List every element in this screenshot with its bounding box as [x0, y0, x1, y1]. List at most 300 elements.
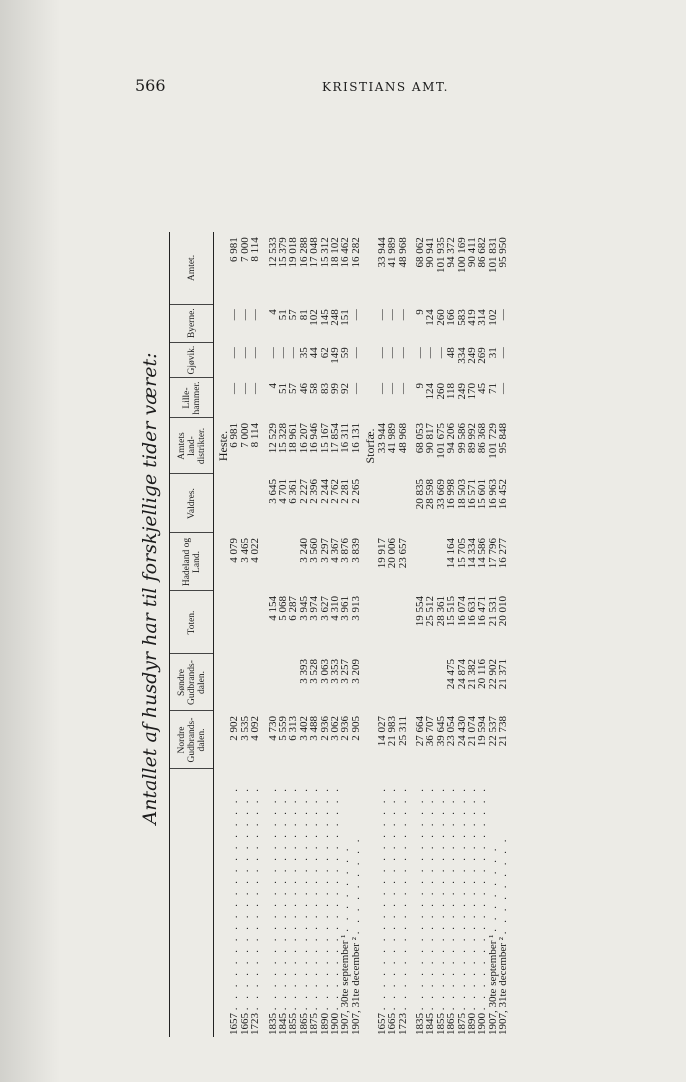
table-cell: 2 936	[339, 716, 352, 741]
table-cell: 24 475	[445, 659, 458, 690]
leader-dots: . . . . . . . . . . . . . . . . . . . .	[297, 786, 310, 1011]
table-cell: 5 559	[277, 716, 290, 741]
table-cell: 6 313	[287, 716, 300, 741]
table-cell: 249	[465, 347, 478, 364]
table-cell: 83	[318, 383, 331, 394]
table-cell: —	[349, 347, 362, 359]
table-cell: 101 831	[486, 237, 499, 273]
table-cell: 3 560	[308, 538, 321, 563]
table-cell: 71	[486, 383, 499, 394]
table-cell: 68 053	[413, 423, 426, 454]
leader-dots: . . . . . . . .	[339, 845, 352, 932]
row-year: 1723	[249, 1013, 262, 1035]
table-cell: 95 848	[497, 423, 510, 454]
table-cell: 314	[476, 309, 489, 326]
table-cell: 57	[287, 383, 300, 394]
table-cell: 46	[297, 383, 310, 394]
running-head: KRISTIANS AMT.	[322, 80, 449, 94]
table-cell: 3 488	[308, 716, 321, 741]
table-cell: 17 796	[486, 538, 499, 569]
table-cell: 124	[424, 383, 437, 400]
table-cell: 20 010	[497, 596, 510, 627]
table-cell: 48 968	[396, 237, 409, 268]
table-cell: 22 537	[486, 716, 499, 747]
leader-dots: . . . . . . . . . . . . . . . . . . . .	[476, 786, 489, 1011]
table-cell: —	[396, 309, 409, 321]
leader-dots: . . . . . . . .	[486, 845, 499, 932]
leader-dots: . . . . . . . . . . . . . . . . . . . .	[287, 786, 300, 1011]
table-cell	[240, 474, 250, 533]
table-cell	[398, 591, 408, 654]
table-cell: 3 645	[266, 479, 279, 504]
table-cell: 81	[297, 309, 310, 321]
table-cell: 4	[266, 383, 279, 389]
table-cell: —	[375, 347, 388, 359]
table-cell: 4 730	[266, 716, 279, 741]
row-year: 1907, 31te december ²	[349, 937, 362, 1035]
leader-dots: . . . . . . . . . . . . . . . . . . . .	[375, 786, 388, 1011]
table-cell: 21 983	[386, 716, 399, 747]
table-cell: —	[238, 347, 251, 359]
leader-dots: . . . . . . . . . . . . . . . . . . . .	[277, 786, 290, 1011]
table-cell: 102	[486, 309, 499, 326]
table-cell: 2 936	[318, 716, 331, 741]
table-cell: 16 631	[465, 596, 478, 627]
leader-dots: . . . . . . . . . . . . . . . . . . . .	[455, 786, 468, 1011]
table-cell: 16 311	[339, 423, 352, 453]
row-year: 1845	[424, 1013, 437, 1035]
row-year: 1665	[238, 1013, 251, 1035]
row-year: 1907, 30te september ¹	[339, 934, 352, 1035]
leader-dots: . . . . . . . . . . . . . . . . . . . .	[445, 786, 458, 1011]
row-year: 1855	[434, 1013, 447, 1035]
table-cell: 4 154	[266, 596, 279, 621]
table-cell: 31	[486, 347, 499, 359]
column-header: Byerne.	[170, 304, 214, 342]
table-cell: 22 902	[486, 659, 499, 690]
table-cell: 16 074	[455, 596, 468, 627]
table-cell	[377, 474, 387, 533]
section-title: Heste.	[216, 430, 230, 462]
table-cell: 2 905	[349, 716, 362, 741]
table-cell: 7 000	[238, 237, 251, 262]
table-cell: 166	[445, 309, 458, 326]
table-cell: 24 874	[455, 659, 468, 690]
section-title: Storfæ.	[363, 428, 378, 464]
table-cell: 16 288	[297, 237, 310, 268]
table-cell	[268, 654, 278, 711]
table-cell: 16 471	[476, 596, 489, 627]
table-cell: 94 206	[445, 423, 458, 454]
table-cell: 118	[445, 383, 458, 400]
table-cell: —	[349, 309, 362, 321]
table-cell: 16 998	[445, 479, 458, 510]
table-cell	[398, 474, 408, 533]
table-row	[250, 232, 260, 1037]
table-cell: 16 946	[308, 423, 321, 454]
table-cell: 15 515	[445, 596, 458, 627]
table-cell: 260	[434, 383, 447, 400]
table-cell: 145	[318, 309, 331, 326]
table-cell: 44	[308, 347, 321, 359]
table-cell: 23 657	[396, 538, 409, 569]
page-edge-shadow	[0, 0, 60, 1082]
row-year: 1875	[455, 1013, 468, 1035]
table-cell: 21 371	[497, 659, 510, 690]
table-cell: 62	[318, 347, 331, 359]
table-cell: 6 287	[287, 596, 300, 621]
table-cell: 89 992	[465, 423, 478, 454]
table-cell: 3 353	[329, 659, 342, 684]
table-cell: 4 367	[329, 538, 342, 563]
table-cell	[229, 654, 239, 711]
table-cell	[229, 474, 239, 533]
table-cell: —	[249, 347, 262, 359]
row-label	[398, 769, 408, 1037]
table-row	[398, 232, 408, 1037]
table-cell: 248	[329, 309, 342, 326]
table-cell: 3 839	[349, 538, 362, 563]
table-cell: —	[497, 347, 510, 359]
table-cell: —	[386, 383, 399, 394]
table-cell: —	[249, 309, 262, 321]
row-year: 1723	[396, 1013, 409, 1035]
leader-dots: . . . . . . . . . . . . . . . . . . . .	[238, 786, 251, 1011]
table-cell: 48 968	[396, 423, 409, 454]
row-label	[250, 769, 260, 1037]
table-cell: 12 533	[266, 237, 279, 268]
table-cell: 151	[339, 309, 352, 326]
table-cell: 16 963	[486, 479, 499, 510]
table-cell	[377, 654, 387, 711]
table-cell: 6 361	[287, 479, 300, 504]
table-cell: 15 705	[455, 538, 468, 569]
table-cell: 2 244	[318, 479, 331, 504]
table-cell: 92	[339, 383, 352, 394]
table-cell: 16 207	[297, 423, 310, 454]
table-cell: 19 594	[476, 716, 489, 747]
table-cell: 21 382	[465, 659, 478, 690]
row-year: 1835	[266, 1013, 279, 1035]
table-cell	[278, 533, 288, 591]
table-cell	[387, 474, 397, 533]
table-cell: 33 944	[375, 237, 388, 268]
table-cell: 90 941	[424, 237, 437, 268]
table-cell: 3 257	[339, 659, 352, 684]
leader-dots: . . . . . . . . . . . . . . . . . . . .	[249, 786, 262, 1011]
table-cell: 16 277	[497, 538, 510, 569]
table-cell: 15 312	[318, 237, 331, 268]
table-cell: 17 048	[308, 237, 321, 268]
leader-dots: . . . . . . . . .	[497, 836, 510, 935]
table-cell	[250, 591, 260, 654]
table-cell: 3 961	[339, 596, 352, 621]
row-year: 1657	[375, 1013, 388, 1035]
table-cell: 9	[413, 309, 426, 315]
table-cell: 18 961	[287, 423, 300, 454]
row-year: 1900	[476, 1013, 489, 1035]
leader-dots: . . . . . . . . . . . . . . . . . . . .	[465, 786, 478, 1011]
table-cell: —	[375, 383, 388, 394]
table-cell	[377, 591, 387, 654]
column-header: Amtet.	[170, 232, 214, 304]
table-cell: 95 950	[497, 237, 510, 268]
table-cell: 102	[308, 309, 321, 326]
table-cell: 27 664	[413, 716, 426, 747]
row-label	[498, 769, 508, 1037]
table-cell: 41 989	[386, 423, 399, 454]
leader-dots: . . . . . . . . . . . . . . . . . . . .	[318, 786, 331, 1011]
table-cell: 4 310	[329, 596, 342, 621]
table-cell: 3 465	[238, 538, 251, 563]
table-cell: —	[497, 383, 510, 394]
row-year: 1907, 30te september ¹	[486, 934, 499, 1035]
table-cell: 99	[329, 383, 342, 394]
table-cell: 15 167	[318, 423, 331, 454]
table-cell: 21 074	[465, 716, 478, 747]
table-cell: 2 902	[228, 716, 241, 741]
table-cell: 90 817	[424, 423, 437, 454]
table-row	[351, 232, 361, 1037]
row-year: 1865	[297, 1013, 310, 1035]
column-header: Lille-hammer.	[170, 378, 214, 418]
header-row	[170, 232, 214, 1037]
leader-dots: . . . . . . . . . . . . . . . . . . . .	[386, 786, 399, 1011]
table-cell: 45	[476, 383, 489, 394]
row-year: 1657	[228, 1013, 241, 1035]
table-cell: 16 282	[349, 237, 362, 268]
table-cell	[250, 654, 260, 711]
row-year: 1875	[308, 1013, 321, 1035]
table-cell: 3 627	[318, 596, 331, 621]
table-cell: 20 116	[476, 659, 489, 689]
table-cell: —	[386, 347, 399, 359]
table-cell: 419	[465, 309, 478, 326]
table-cell: —	[424, 347, 437, 359]
table-title: Antallet af husdyr har til forskjellige tider været:	[139, 352, 161, 825]
table-cell: 12 529	[266, 423, 279, 454]
table-cell: 3 535	[238, 716, 251, 741]
table-cell: 33 669	[434, 479, 447, 510]
row-year: 1890	[318, 1013, 331, 1035]
table-cell: 28 361	[434, 596, 447, 627]
table-cell: 101 675	[434, 423, 447, 459]
table-cell: 86 368	[476, 423, 489, 454]
table-cell: —	[396, 383, 409, 394]
table-cell: —	[497, 309, 510, 321]
column-header: Hadeland og Land.	[170, 533, 214, 591]
table-cell	[250, 474, 260, 533]
table-cell: 16 571	[465, 479, 478, 510]
table-cell: 18 503	[455, 479, 468, 510]
table-cell: 5 068	[277, 596, 290, 621]
table-cell: 19 917	[375, 538, 388, 569]
table-cell: —	[277, 347, 290, 359]
table-cell	[240, 591, 250, 654]
section-row	[361, 232, 376, 1037]
table-cell: 48	[445, 347, 458, 359]
table-cell: 14 334	[465, 538, 478, 569]
table-cell: 21 738	[497, 716, 510, 747]
table-cell: —	[228, 309, 241, 321]
table-cell	[268, 533, 278, 591]
table-cell: 3 974	[308, 596, 321, 621]
table-cell: —	[238, 383, 251, 394]
row-year: 1865	[445, 1013, 458, 1035]
leader-dots: . . . . . . . . .	[349, 836, 362, 935]
table-cell: 2 281	[339, 479, 352, 504]
livestock-table	[169, 232, 509, 1037]
row-year: 1855	[287, 1013, 300, 1035]
table-cell: —	[375, 309, 388, 321]
table-cell	[387, 591, 397, 654]
table-cell: 20 835	[413, 479, 426, 510]
table-cell: 3 393	[297, 659, 310, 684]
table-cell: 15 379	[277, 237, 290, 268]
leader-dots: . . . . . . . . . . . . . . . . . . . .	[308, 786, 321, 1011]
table-cell: 25 512	[424, 596, 437, 627]
table-cell: —	[228, 347, 241, 359]
table-cell: 59	[339, 347, 352, 359]
table-cell: 15 601	[476, 479, 489, 510]
table-cell	[425, 533, 435, 591]
section-row	[214, 232, 230, 1037]
table-cell: —	[349, 383, 362, 394]
table-cell	[415, 533, 425, 591]
table-cell: 101 935	[434, 237, 447, 273]
table-cell: 269	[476, 347, 489, 364]
table-cell: 2 227	[297, 479, 310, 504]
table-cell: 14 586	[476, 538, 489, 569]
table-cell: —	[434, 347, 447, 359]
table-cell: 20 006	[386, 538, 399, 569]
table-cell: —	[396, 347, 409, 359]
table-cell: —	[287, 347, 300, 359]
leader-dots: . . . . . . . . . . . . . . . . . . . .	[413, 786, 426, 1011]
table-cell	[278, 654, 288, 711]
table-body	[214, 232, 509, 1037]
table-cell: 25 311	[396, 716, 409, 746]
row-label	[351, 769, 361, 1037]
table-cell: 7 000	[238, 423, 251, 448]
table-cell: 17 854	[329, 423, 342, 454]
table-cell: 3 297	[318, 538, 331, 563]
table-cell	[240, 654, 250, 711]
table-cell: —	[413, 347, 426, 359]
table-cell: 100 169	[455, 237, 468, 273]
leader-dots: . . . . . . . . . . . . . . . . . . . .	[396, 786, 409, 1011]
table-cell: 8 114	[249, 423, 262, 448]
row-year: 1890	[465, 1013, 478, 1035]
table-cell: 3 913	[349, 596, 362, 621]
table-cell: 4 092	[249, 716, 262, 741]
table-cell: 2 265	[349, 479, 362, 504]
table-cell: 94 372	[445, 237, 458, 268]
row-year: 1907, 31te december ²	[497, 937, 510, 1035]
table-cell	[398, 654, 408, 711]
column-header: Søndre Gudbrands-dalen.	[170, 654, 214, 711]
table-cell	[415, 654, 425, 711]
table-cell: 3 240	[297, 538, 310, 563]
table-cell: 16 452	[497, 479, 510, 510]
table-cell: 39 645	[434, 716, 447, 747]
column-header: Nordre Gudbrands-dalen.	[170, 711, 214, 769]
table-cell: 36 707	[424, 716, 437, 747]
table-cell: 58	[308, 383, 321, 394]
table-cell: 90 411	[465, 237, 478, 268]
table-cell: —	[238, 309, 251, 321]
table-cell: 249	[455, 383, 468, 400]
leader-dots: . . . . . . . . . . . . . . . . . . . .	[434, 786, 447, 1011]
table-cell: 6 981	[228, 237, 241, 262]
table-cell: 15 328	[277, 423, 290, 454]
row-year: 1665	[386, 1013, 399, 1035]
table-cell: 4 701	[277, 479, 290, 504]
table-cell: 21 531	[486, 596, 499, 627]
table-cell: 3 945	[297, 596, 310, 621]
table-cell: 170	[465, 383, 478, 400]
table-cell: 16 131	[349, 423, 362, 454]
table-cell: 23 054	[445, 716, 458, 747]
table-cell: 16 462	[339, 237, 352, 268]
table-cell: 4 022	[249, 538, 262, 563]
table-cell: —	[386, 309, 399, 321]
table-cell: 4	[266, 309, 279, 315]
table-cell: 124	[424, 309, 437, 326]
table-cell: 41 989	[386, 237, 399, 268]
column-header: Gjøvik.	[170, 342, 214, 378]
column-header: Valdres.	[170, 474, 214, 533]
table-cell: 3 209	[349, 659, 362, 684]
leader-dots: . . . . . . . . . . . . . . . . . . . .	[424, 786, 437, 1011]
table-cell: 8 114	[249, 237, 262, 262]
rotated-table-block	[135, 115, 686, 1062]
leader-dots: . . . . . . . . . . . . . . . . . . . .	[228, 786, 241, 1011]
table-cell: 3 528	[308, 659, 321, 684]
table-cell: 334	[455, 347, 468, 364]
table-cell: —	[228, 383, 241, 394]
table-cell: —	[249, 383, 262, 394]
table-cell	[425, 654, 435, 711]
table-cell: 260	[434, 309, 447, 326]
table-cell: 18 102	[329, 237, 342, 268]
row-year: 1835	[413, 1013, 426, 1035]
table-cell: 68 062	[413, 237, 426, 268]
table-cell: 149	[329, 347, 342, 364]
leader-dots: . . . . . . . . . . . . . . . . . . . .	[329, 786, 342, 1011]
table-cell: 3 062	[329, 716, 342, 741]
column-header	[170, 769, 214, 1037]
page-number: 566	[135, 76, 166, 95]
table-cell: 6 981	[228, 423, 241, 448]
table-cell: 19 018	[287, 237, 300, 268]
table-cell: 33 944	[375, 423, 388, 454]
row-year: 1900	[329, 1013, 342, 1035]
table-row	[498, 232, 508, 1037]
table-cell: 24 430	[455, 716, 468, 747]
table-cell: 99 586	[455, 423, 468, 454]
table-cell	[229, 591, 239, 654]
table-cell: 86 682	[476, 237, 489, 268]
table-cell: 9	[413, 383, 426, 389]
table-cell: 3 876	[339, 538, 352, 563]
table-cell: 51	[277, 383, 290, 394]
table-cell: 19 554	[413, 596, 426, 627]
table-cell: 14 027	[375, 716, 388, 747]
table-cell: 35	[297, 347, 310, 359]
table-cell: 51	[277, 309, 290, 321]
column-header: Amtets land-distrikter.	[170, 418, 214, 474]
